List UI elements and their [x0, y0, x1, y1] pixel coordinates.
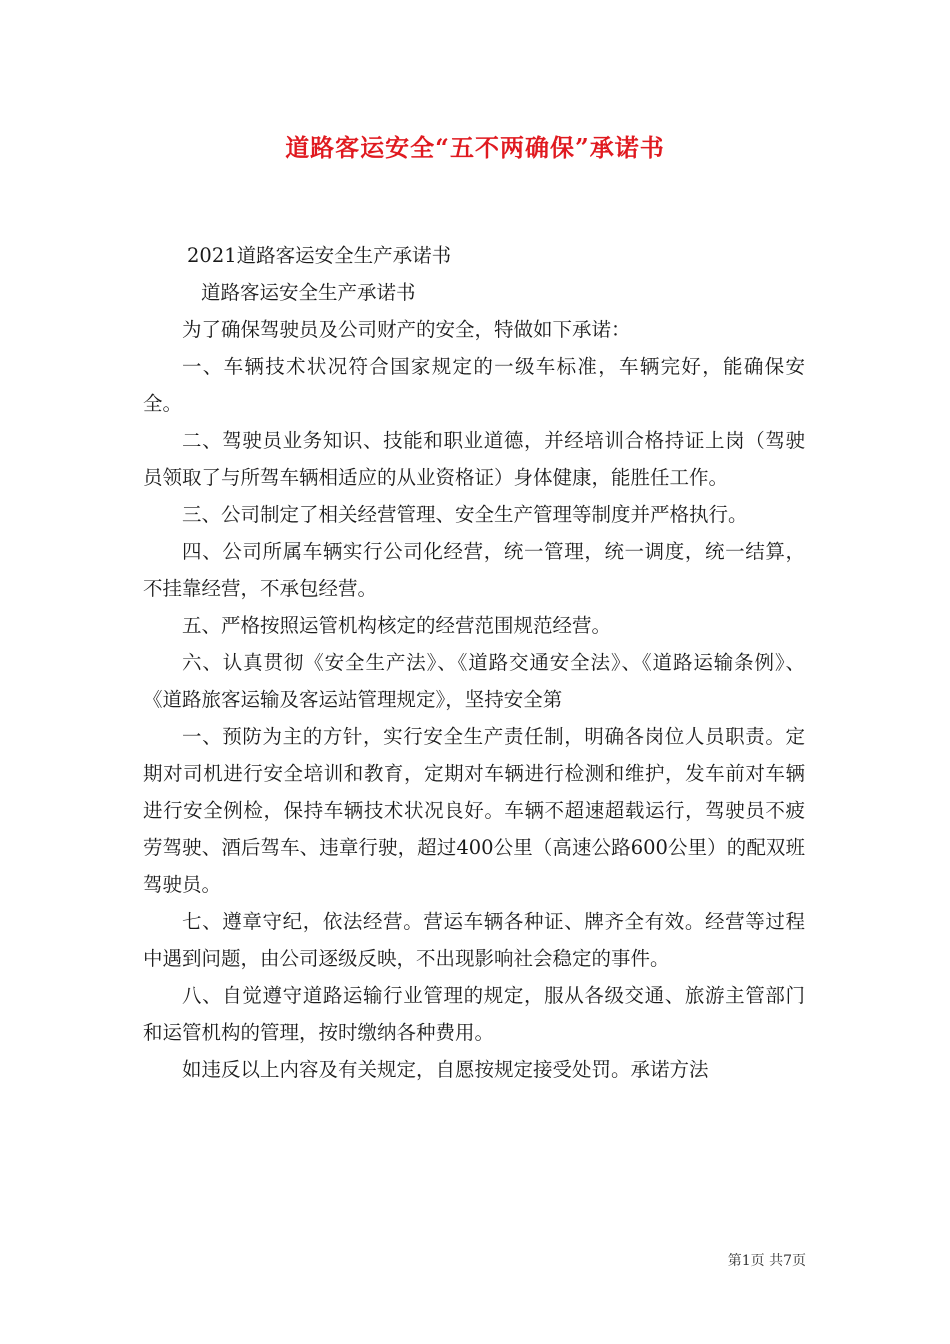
paragraph-item-2: 二、驾驶员业务知识、技能和职业道德，并经培训合格持证上岗（驾驶员领取了与所驾车辆相适应的从业资格证）身体健康，能胜任工作。: [143, 429, 805, 489]
page-indicator: 第1页 共7页: [727, 1253, 806, 1269]
paragraph-preamble: 为了确保驾驶员及公司财产的安全，特做如下承诺：: [182, 318, 631, 341]
paragraph-item-8: 八、自觉遵守道路运输行业管理的规定，服从各级交通、旅游主管部门和运管机构的管理，按时缴纳各种费用。: [143, 984, 805, 1044]
paragraph-item-7: 七、遵章守纪，依法经营。营运车辆各种证、牌齐全有效。经营等过程中遇到问题，由公司逐级反映，不出现影响社会稳定的事件。: [143, 910, 805, 970]
paragraph-item-6-continued: 一、预防为主的方针，实行安全生产责任制，明确各岗位人员职责。定期对司机进行安全培训和教育，定期对车辆进行检测和维护，发车前对车辆进行安全例检，保持车辆技术状况良好。车辆不超速超载运行，驾驶员不疲劳驾驶、酒后驾车、违章行驶，超过400公里（高速公路600公里）的配双班驾驶员。: [143, 725, 805, 896]
paragraph-item-1: 一、车辆技术状况符合国家规定的一级车标准，车辆完好，能确保安全。: [143, 355, 805, 415]
paragraph-item-6: 六、认真贯彻《安全生产法》、《道路交通安全法》、《道路运输条例》、《道路旅客运输及客运站管理规定》，坚持安全第: [143, 651, 805, 711]
paragraph-closing: 如违反以上内容及有关规定，自愿按规定接受处罚。承诺方法: [182, 1058, 709, 1081]
intro-line-2: 道路客运安全生产承诺书: [201, 281, 416, 304]
paragraph-item-5: 五、严格按照运管机构核定的经营范围规范经营。: [182, 614, 612, 637]
paragraph-item-4: 四、公司所属车辆实行公司化经营，统一管理，统一调度，统一结算，不挂靠经营，不承包经营。: [143, 540, 805, 600]
document-body: [143, 237, 805, 1088]
document-title: 道路客运安全“五不两确保”承诺书: [285, 133, 665, 162]
paragraph-item-3: 三、公司制定了相关经营管理、安全生产管理等制度并严格执行。: [182, 503, 748, 526]
intro-line-1: 2021道路客运安全生产承诺书: [187, 244, 452, 267]
